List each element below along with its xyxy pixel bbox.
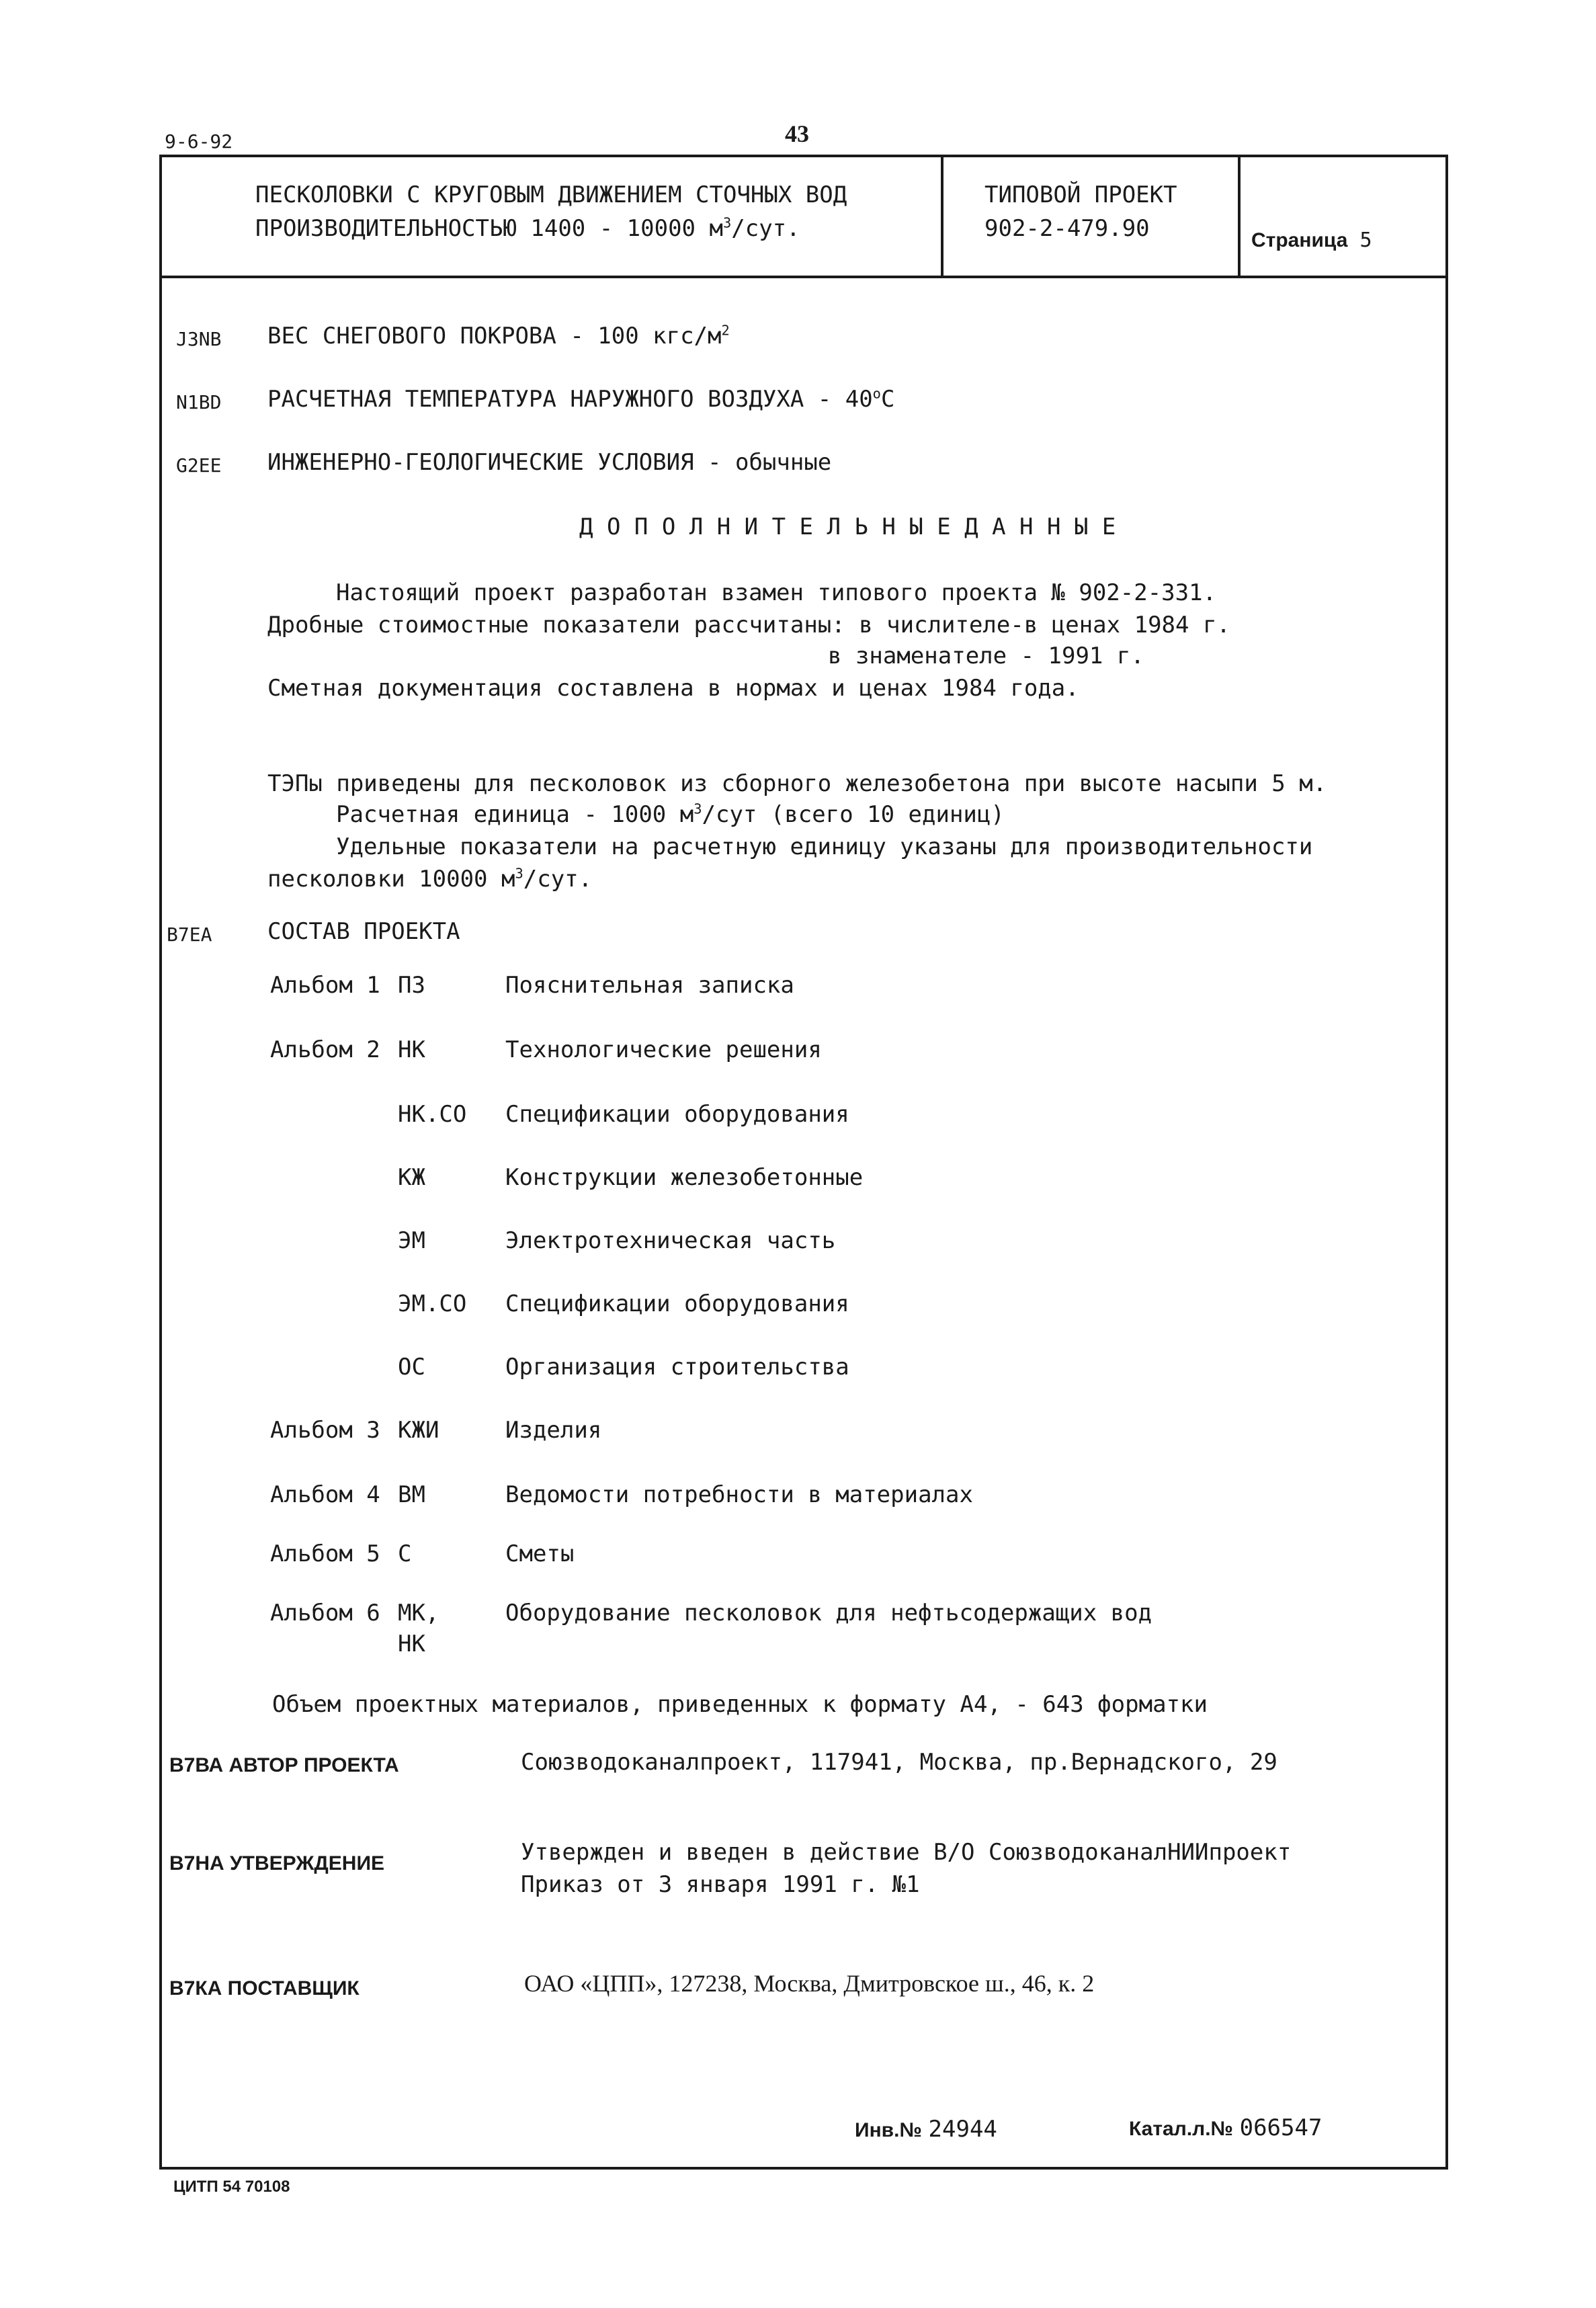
page-indicator: Страница 5: [1251, 229, 1372, 252]
album-mark: КЖ: [398, 1164, 425, 1191]
album-mark: С: [398, 1540, 412, 1567]
additional-line1: Настоящий проект разработан взамен типового проекта № 902-2-331.: [336, 579, 1217, 606]
additional-heading: Д О П О Л Н И Т Е Л Ь Н Ы Е Д А Н Н Ы Е: [579, 513, 1116, 540]
tep-line3: Удельные показатели на расчетную единицу указаны для производительности: [336, 833, 1313, 860]
tep-line4: песколовки 10000 $м^3$/сут.: [267, 865, 593, 893]
additional-line3: в знаменателе - 1991 г.: [828, 643, 1144, 669]
header-title-line2: ПРОИЗВОДИТЕЛЬНОСТЬЮ 1400 - 10000 $м^3$/сут.: [255, 214, 800, 242]
supplier-label: В7КА ПОСТАВЩИК: [169, 1977, 360, 2000]
album-mark: ВМ: [398, 1481, 425, 1508]
supplier-value: ОАО «ЦПП», 127238, Москва, Дмитровское ш., 46, к. 2: [524, 1970, 1095, 1997]
additional-line4: Сметная документация составлена в нормах и ценах 1984 года.: [267, 675, 1079, 702]
album-label: Альбом 2: [270, 1036, 380, 1063]
inventory-number: Инв.№ 24944: [855, 2116, 997, 2143]
album-title: Спецификации оборудования: [505, 1101, 849, 1128]
approval-label: В7НА УТВЕРЖДЕНИЕ: [169, 1852, 385, 1874]
tep-line2: Расчетная единица - 1000 $м^3$/сут (всего 10 единиц): [336, 800, 1005, 828]
header-divider: [159, 276, 1448, 278]
album-title: Технологические решения: [505, 1036, 822, 1063]
album-title: Пояснительная записка: [505, 972, 794, 999]
album-mark: ПЗ: [398, 972, 425, 999]
album-label: Альбом 4: [270, 1481, 380, 1508]
header-separator-1: [941, 155, 943, 277]
album-mark: КЖИ: [398, 1417, 439, 1444]
album-label: Альбом 3: [270, 1417, 380, 1444]
additional-line2: Дробные стоимостные показатели рассчитаны: в числителе-в ценах 1984 г.: [267, 612, 1230, 638]
print-mark: ЦИТП 54 70108: [173, 2178, 290, 2196]
album-title: Электротехническая часть: [505, 1227, 836, 1254]
project-label: ТИПОВОЙ ПРОЕКТ: [984, 181, 1177, 208]
album-mark: НК.СО: [398, 1101, 467, 1128]
header-title-line1: ПЕСКОЛОВКИ С КРУГОВЫМ ДВИЖЕНИЕМ СТОЧНЫХ ВОД: [255, 181, 847, 208]
author-value: Союзводоканалпроект, 117941, Москва, пр.Вернадского, 29: [521, 1749, 1277, 1776]
tep-line1: ТЭПы приведены для песколовок из сборного железобетона при высоте насыпи 5 м.: [267, 770, 1327, 797]
album-title: Изделия: [505, 1417, 602, 1444]
catalog-number: Катал.л.№ 066547: [1129, 2114, 1322, 2141]
page-number: 43: [785, 120, 809, 147]
album-title: Спецификации оборудования: [505, 1290, 849, 1317]
approval-line1: Утвержден и введен в действие В/О СоюзводоканалНИИпроект: [521, 1839, 1292, 1866]
geology-conditions: ИНЖЕНЕРНО-ГЕОЛОГИЧЕСКИЕ УСЛОВИЯ - обычные: [267, 449, 832, 476]
project-number: 902-2-479.90: [984, 215, 1150, 242]
album-title: Конструкции железобетонные: [505, 1164, 864, 1191]
album-mark: ОС: [398, 1354, 425, 1380]
album-label: Альбом 1: [270, 972, 380, 999]
code-snow: J3NB: [176, 328, 222, 350]
album-mark: ЭМ.СО: [398, 1290, 467, 1317]
snow-load: ВЕС СНЕГОВОГО ПОКРОВА - 100 кгс/$м^2$: [267, 322, 730, 349]
album-label: Альбом 5: [270, 1540, 380, 1567]
album-title: Оборудование песколовок для нефтьсодержащих вод: [505, 1600, 1152, 1626]
code-geology: G2EE: [176, 454, 222, 477]
approval-line2: Приказ от 3 января 1991 г. №1: [521, 1871, 920, 1898]
outdoor-temperature: РАСЧЕТНАЯ ТЕМПЕРАТУРА НАРУЖНОГО ВОЗДУХА - $40^оС$: [267, 385, 895, 413]
code-temperature: N1BD: [176, 391, 222, 413]
header-separator-2: [1238, 155, 1241, 277]
album-title: Сметы: [505, 1540, 575, 1567]
album-mark: НК: [398, 1036, 425, 1063]
composition-heading: СОСТАВ ПРОЕКТА: [267, 918, 460, 945]
album-title: Ведомости потребности в материалах: [505, 1481, 973, 1508]
author-label: В7ВА АВТОР ПРОЕКТА: [169, 1754, 399, 1776]
album-label: Альбом 6: [270, 1600, 380, 1626]
series-code: 9-6-92: [165, 130, 233, 153]
album-mark: МК,: [398, 1600, 439, 1626]
album-title: Организация строительства: [505, 1354, 849, 1380]
album-mark: НК: [398, 1631, 425, 1657]
volume-line: Объем проектных материалов, приведенных к формату А4, - 643 форматки: [272, 1691, 1208, 1718]
album-mark: ЭМ: [398, 1227, 425, 1254]
code-composition: B7EA: [167, 923, 212, 946]
